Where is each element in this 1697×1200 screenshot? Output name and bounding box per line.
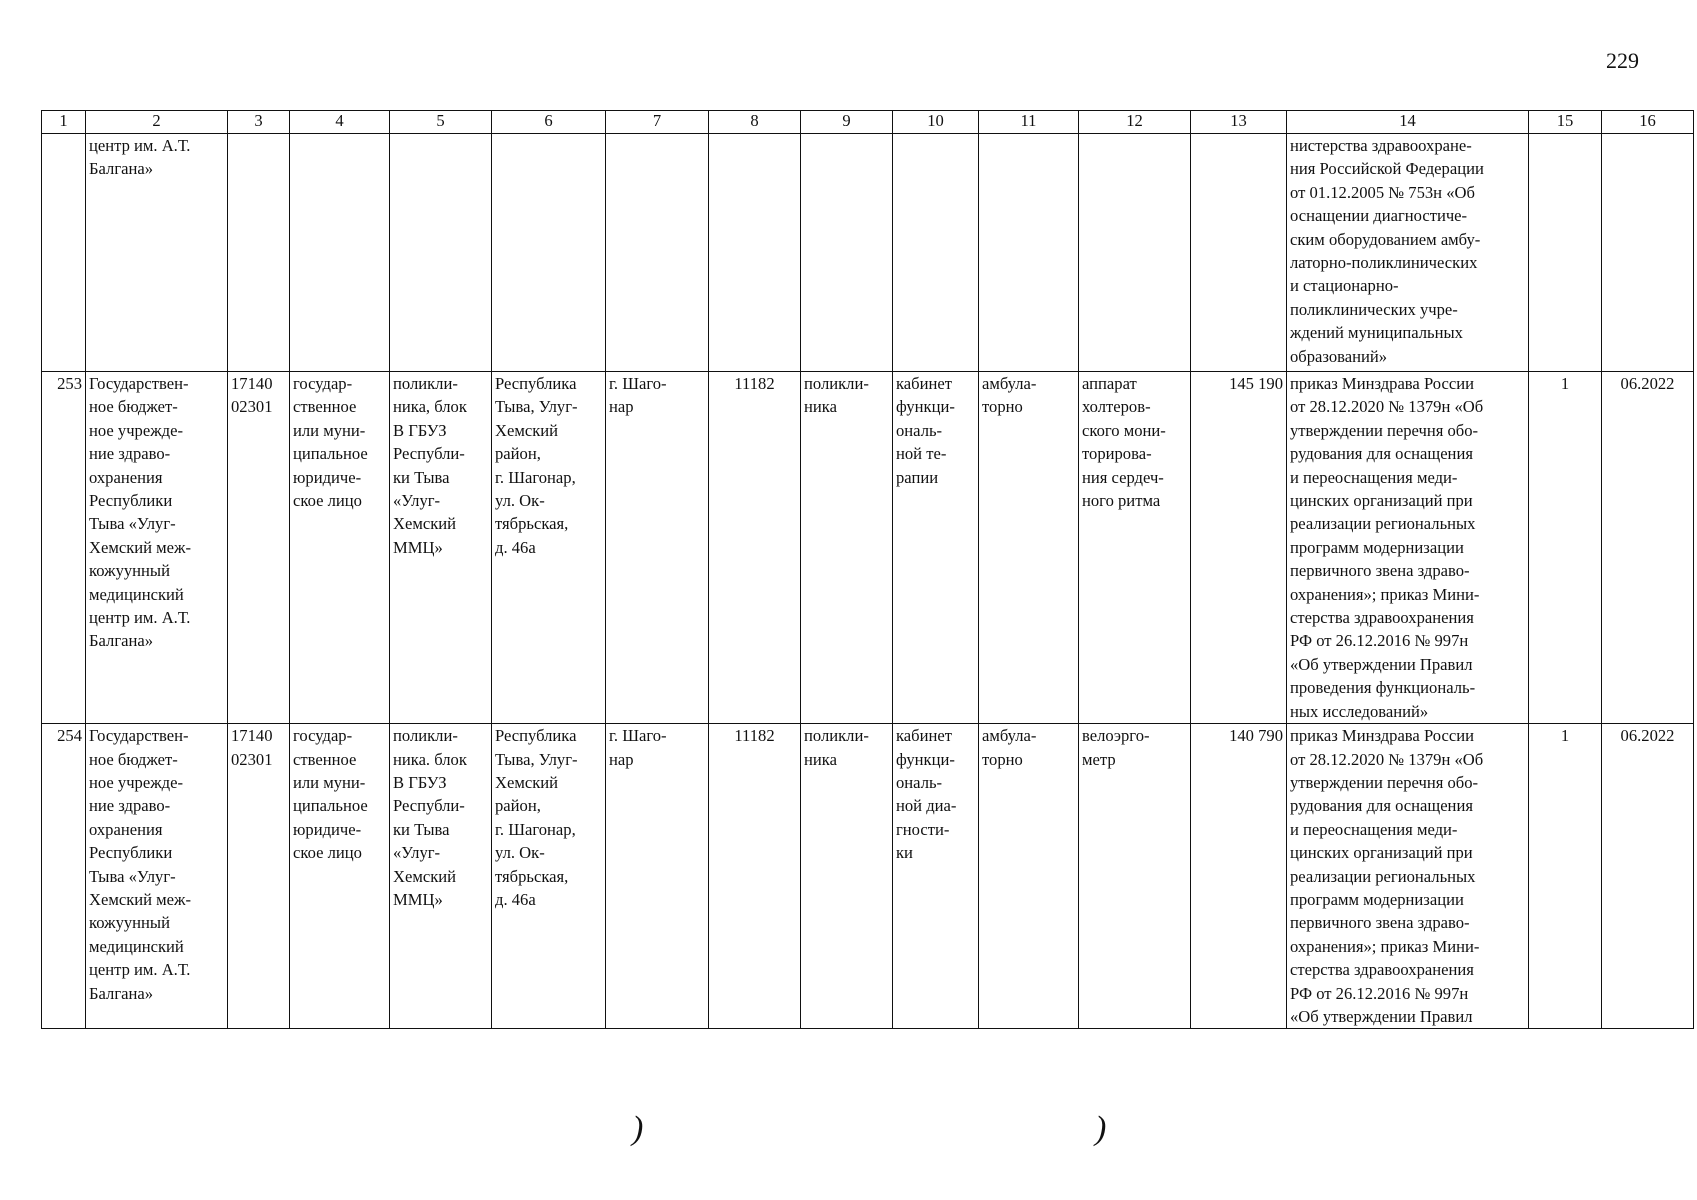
cell-unit (390, 134, 492, 372)
cell-date: 06.2022 (1602, 372, 1694, 724)
cell-settlement-code (709, 134, 801, 372)
cell-legal-form: государ- ственное или муни- ципальное юридиче- ское лицо (290, 372, 390, 724)
cell-locality (606, 134, 709, 372)
cell-address (492, 134, 606, 372)
cell-amount: 140 790 (1191, 724, 1287, 1029)
col-header: 11 (979, 111, 1079, 134)
cell-basis: приказ Минздрава России от 28.12.2020 № 1379н «Об утверждении перечня обо- рудования для оснащения и переоснащения меди- цинских организаций при реализации региональных программ модернизации первичного звена здраво- охранения»; приказ Мини- стерства здравоохранения РФ от 26.12.2016 № 997н «Об утверждении Правил проведения функциональ- ных исследований» (1287, 372, 1529, 724)
table-row (42, 372, 1694, 724)
cell-care-mode: амбула- торно (979, 372, 1079, 724)
cell-code: 17140 02301 (228, 372, 290, 724)
cell-room: кабинет функци- ональ- ной диа- гности- ки (893, 724, 979, 1029)
col-header: 14 (1287, 111, 1529, 134)
margin-mark: ) (632, 1110, 644, 1147)
col-header: 12 (1079, 111, 1191, 134)
cell-legal-form (290, 134, 390, 372)
table-row (42, 134, 1694, 372)
col-header: 8 (709, 111, 801, 134)
col-header: 10 (893, 111, 979, 134)
cell-row-number: 254 (42, 724, 86, 1029)
page-number: 229 (1606, 48, 1639, 73)
col-header: 13 (1191, 111, 1287, 134)
cell-organization: Государствен- ное бюджет- ное учрежде- ние здраво- охранения Республики Тыва «Улуг- Хемский меж- кожуунный медицинский центр им. А.Т. Балгана» (86, 724, 228, 1029)
col-header: 5 (390, 111, 492, 134)
cell-unit: поликли- ника. блок В ГБУЗ Республи- ки Тыва «Улуг- Хемский ММЦ» (390, 724, 492, 1029)
col-header: 3 (228, 111, 290, 134)
cell-care-mode (979, 134, 1079, 372)
cell-organization: Государствен- ное бюджет- ное учрежде- ние здраво- охранения Республики Тыва «Улуг- Хемский меж- кожуунный медицинский центр им. А.Т. Балгана» (86, 372, 228, 724)
col-header: 2 (86, 111, 228, 134)
col-header: 6 (492, 111, 606, 134)
cell-settlement-code: 11182 (709, 724, 801, 1029)
cell-row-number (42, 134, 86, 372)
margin-mark: ) (1095, 1110, 1107, 1147)
cell-equipment (1079, 134, 1191, 372)
cell-basis: приказ Минздрава России от 28.12.2020 № 1379н «Об утверждении перечня обо- рудования для оснащения и переоснащения меди- цинских организаций при реализации региональных программ модернизации первичного звена здраво- охранения»; приказ Мини- стерства здравоохранения РФ от 26.12.2016 № 997н «Об утверждении Правил (1287, 724, 1529, 1029)
cell-unit-type: поликли- ника (801, 724, 893, 1029)
cell-code (228, 134, 290, 372)
cell-room: кабинет функци- ональ- ной те- рапии (893, 372, 979, 724)
cell-unit-type: поликли- ника (801, 372, 893, 724)
cell-row-number: 253 (42, 372, 86, 724)
cell-care-mode: амбула- торно (979, 724, 1079, 1029)
cell-amount (1191, 134, 1287, 372)
cell-quantity (1529, 134, 1602, 372)
cell-unit: поликли- ника, блок В ГБУЗ Республи- ки Тыва «Улуг- Хемский ММЦ» (390, 372, 492, 724)
cell-amount: 145 190 (1191, 372, 1287, 724)
cell-equipment: велоэрго- метр (1079, 724, 1191, 1029)
header-row (42, 111, 1694, 134)
cell-room (893, 134, 979, 372)
cell-date: 06.2022 (1602, 724, 1694, 1029)
col-header: 1 (42, 111, 86, 134)
cell-address: Республика Тыва, Улуг- Хемский район, г. Шагонар, ул. Ок- тябрьская, д. 46а (492, 372, 606, 724)
col-header: 15 (1529, 111, 1602, 134)
table-row (42, 724, 1694, 1029)
cell-organization: центр им. А.Т. Балгана» (86, 134, 228, 372)
cell-locality: г. Шаго- нар (606, 724, 709, 1029)
cell-date (1602, 134, 1694, 372)
cell-quantity: 1 (1529, 372, 1602, 724)
register-table (41, 110, 1694, 1029)
cell-equipment: аппарат холтеров- ского мони- торирова- ния сердеч- ного ритма (1079, 372, 1191, 724)
cell-locality: г. Шаго- нар (606, 372, 709, 724)
cell-basis: нистерства здравоохране- ния Российской Федерации от 01.12.2005 № 753н «Об оснащении диагностиче- ским оборудованием амбу- латорно-поликлинических и стационарно- поликлинических учре- ждений муниципальных образований» (1287, 134, 1529, 372)
col-header: 9 (801, 111, 893, 134)
col-header: 16 (1602, 111, 1694, 134)
cell-settlement-code: 11182 (709, 372, 801, 724)
col-header: 7 (606, 111, 709, 134)
cell-address: Республика Тыва, Улуг- Хемский район, г. Шагонар, ул. Ок- тябрьская, д. 46а (492, 724, 606, 1029)
col-header: 4 (290, 111, 390, 134)
cell-unit-type (801, 134, 893, 372)
cell-legal-form: государ- ственное или муни- ципальное юридиче- ское лицо (290, 724, 390, 1029)
cell-code: 17140 02301 (228, 724, 290, 1029)
cell-quantity: 1 (1529, 724, 1602, 1029)
